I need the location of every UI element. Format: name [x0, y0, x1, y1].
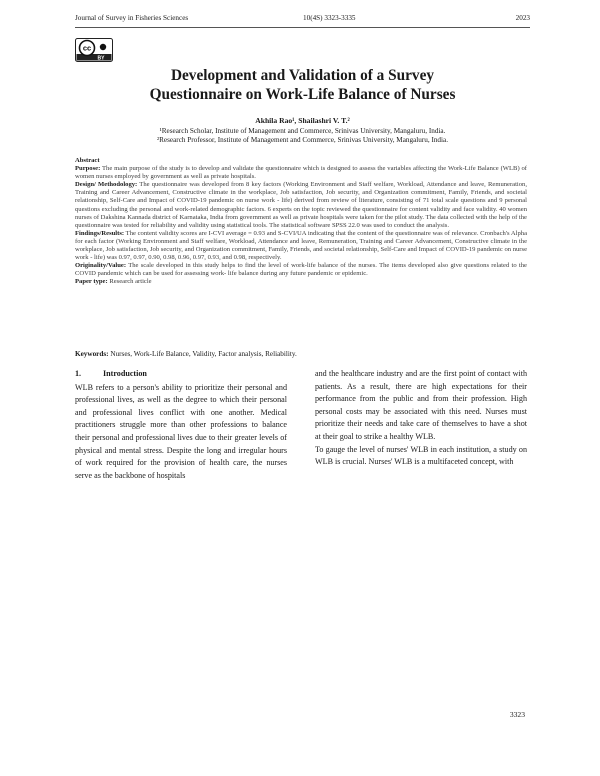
abstract-findings: Findings/Results: The content validity scores are I-CVI average = 0.93 and S-CVI/UA indicating that the content of the questionnaire was of relevance. Cronbach's Alpha for each factor (Working Environment and Staff welfare, Workload, Attendance and leave, Remuneration, Training and Career Advancement, Constructive climate in the workplace, Job satisfaction, Job security, and Organization commitment, Family, Friends, and societal relationship, Self-Care and Impact of COVID-19 pandemic on nurse work - life) was 0.97, 0.97, 0.90, 0.98, 0.96, 0.97, 0.93, and 0.98, respectively. [75, 229, 527, 262]
affiliation-1: ¹Research Scholar, Institute of Management and Commerce, Srinivas University, Mangaluru, India. [159, 127, 446, 135]
body-paragraph: WLB refers to a person's ability to prioritize their personal and professional lives, as well as the degree to which their personal and professional lives conflict with one another. Medical practitioners struggle more than other professions to balance their personal and professional lives due to their greater levels of physical and mental stress. Despite the long and irregular hours of work required for the provision of health care, the nurses serve as the backbone of hospitals [75, 382, 287, 480]
keywords [75, 350, 527, 358]
volume-pages: 10(4S) 3323-3335 [303, 14, 356, 22]
section-title: Introduction [103, 369, 147, 378]
header-year: 2023 [515, 14, 530, 22]
cc-label: cc [82, 43, 92, 53]
header-rule [75, 27, 530, 28]
keywords-label: Keywords: [75, 350, 109, 358]
abstract-heading: Abstract [75, 157, 100, 164]
journal-name: Journal of Survey in Fisheries Sciences [75, 14, 189, 22]
body-paragraph: and the healthcare industry and are the first point of contact with patients. As a result, there are high expectations for their performance from the public and from their profession. High personal costs may be associated with this need. Nurses must prioritize their needs and take care of themselves to have a shot at their goal to strike a healthy WLB. [315, 369, 527, 441]
abstract-design: Design/ Methodology: The questionnaire was developed from 8 key factors (Working Environment and Staff welfare, Workload, Attendance and leave, Remuneration, Training and Career Advancement, Constructive climate in the workplace, Job satisfaction, Job security, and Organization commitment, Family, Friends, and societal relationship, Self-Care and Impact of COVID-19 pandemic on nurse work - life) derived from review of literature, consisting of 71 total scale questions and 9 personal questions excluding the personal and work-related demographic factors. 6 experts on the topic reviewed the questionnaire for content validity and face validity. 40 women nurses of Dakshina Kannada district of Karnataka, India from government as well as private hospitals were taken for the pilot study. The data collected with the help of the questionnaire was tested for reliability and validity using statistical tools. The statistical software SPSS 22.0 was used to conduct the analysis. [75, 181, 527, 229]
body-paragraph: To gauge the level of nurses' WLB in each institution, a study on WLB is crucial. Nurses' WLB is a multifaceted concept, with [315, 444, 527, 467]
title-line-2: Questionnaire on Work-Life Balance of Nurses [149, 86, 456, 103]
creative-commons-by-icon [75, 38, 113, 62]
section-number: 1. [75, 369, 82, 378]
paper-title [75, 66, 530, 104]
affiliation-2: ²Research Professor, Institute of Management and Commerce, Srinivas University, Mangaluru, India. [156, 136, 449, 145]
abstract-originality: Originality/Value: The scale developed in this study helps to find the level of work-life balance of the nurses. The items developed also give questions related to the COVID pandemic which can be used for assessing work- life balance during any future pandemic or epidemic. [75, 262, 527, 278]
page-number: 3323 [509, 710, 525, 719]
cc-by-label: BY [97, 55, 105, 62]
abstract-purpose: Purpose: The main purpose of the study is to develop and validate the questionnaire which is designed to assess the variables affecting the Work-Life Balance (WLB) of women nurses employed by government as well as private hospitals. [75, 165, 527, 181]
body-column-right [315, 368, 527, 469]
abstract-paper-type: Paper type: Research article [75, 278, 152, 286]
authors: Akhila Rao¹, Shailashri V. T.² [255, 116, 350, 125]
affiliations [75, 127, 530, 146]
keywords-text: Nurses, Work-Life Balance, Validity, Factor analysis, Reliability. [108, 350, 297, 358]
title-line-1: Development and Validation of a Survey [170, 67, 435, 84]
body-column-left [75, 368, 287, 482]
section-heading [75, 368, 287, 381]
abstract [75, 157, 527, 287]
